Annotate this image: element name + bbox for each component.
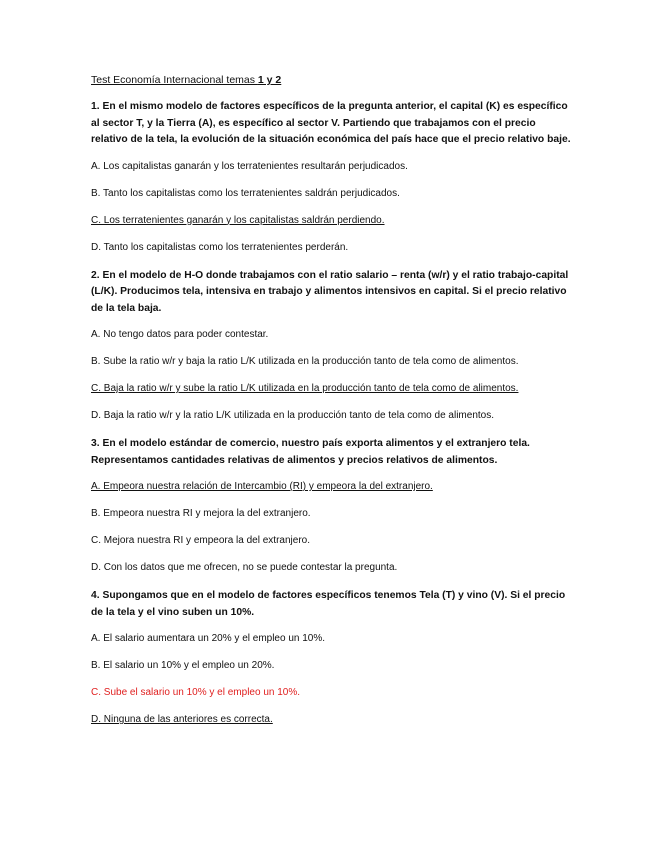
question-3	[91, 436, 571, 469]
question-2-option-a: A. No tengo datos para poder contestar.	[91, 329, 269, 340]
question-text: En el modelo de H-O donde trabajamos con el ratio salario – renta (w/r) y el ratio trabajo-capital (L/K). Producimos tela, intensiva en trabajo y alimentos intensivos en capital. Si el precio relativo de la tela baja.	[91, 269, 569, 314]
question-number: 1.	[91, 101, 100, 112]
question-4	[91, 588, 571, 621]
question-4-option-b: B. El salario un 10% y el empleo un 20%.	[91, 660, 275, 671]
question-1-option-d: D. Tanto los capitalistas como los terratenientes perderán.	[91, 241, 349, 253]
question-2	[91, 268, 571, 318]
question-2-option-c: C. Baja la ratio w/r y sube la ratio L/K utilizada en la producción tanto de tela como de alimentos.	[91, 383, 519, 394]
question-1	[91, 99, 571, 149]
question-number: 3.	[91, 438, 100, 449]
question-4-option-a: A. El salario aumentara un 20% y el empleo un 10%.	[91, 633, 326, 644]
question-1-option-c: C. Los terratenientes ganarán y los capitalistas saldrán perdiendo.	[91, 214, 385, 226]
question-text: En el modelo estándar de comercio, nuestro país exporta alimentos y el extranjero tela. Representamos cantidades relativas de alimentos y precios relativos de alimentos.	[91, 438, 530, 466]
question-3-option-d: D. Con los datos que me ofrecen, no se puede contestar la pregunta.	[91, 562, 398, 573]
question-3-option-c: C. Mejora nuestra RI y empeora la del extranjero.	[91, 535, 310, 546]
question-2-option-b: B. Sube la ratio w/r y baja la ratio L/K utilizada en la producción tanto de tela como de alimentos.	[91, 356, 519, 367]
document-page	[91, 74, 571, 740]
question-text: En el mismo modelo de factores específicos de la pregunta anterior, el capital (K) es específico al sector T, y la Tierra (A), es específico al sector V. Partiendo que trabajamos con el precio relativo de la tela, la evolución de la situación económica del país hace que el precio relativo baje.	[91, 101, 571, 145]
question-4-option-c: C. Sube el salario un 10% y el empleo un 10%.	[91, 687, 301, 698]
question-text: Supongamos que en el modelo de factores específicos tenemos Tela (T) y vino (V). Si el precio de la tela y el vino suben un 10%.	[91, 590, 566, 618]
question-4-option-d: D. Ninguna de las anteriores es correcta.	[91, 714, 273, 725]
question-2-option-d: D. Baja la ratio w/r y la ratio L/K utilizada en la producción tanto de tela como de alimentos.	[91, 410, 494, 421]
question-1-option-a: A. Los capitalistas ganarán y los terratenientes resultarán perjudicados.	[91, 160, 408, 172]
question-number: 4.	[91, 590, 100, 601]
question-3-option-a: A. Empeora nuestra relación de Intercambio (RI) y empeora la del extranjero.	[91, 481, 433, 492]
question-3-option-b: B. Empeora nuestra RI y mejora la del extranjero.	[91, 508, 311, 519]
document-title: Test Economía Internacional temas 1 y 2	[91, 74, 282, 86]
question-1-option-b: B. Tanto los capitalistas como los terratenientes saldrán perjudicados.	[91, 187, 400, 199]
question-number: 2.	[91, 269, 100, 281]
